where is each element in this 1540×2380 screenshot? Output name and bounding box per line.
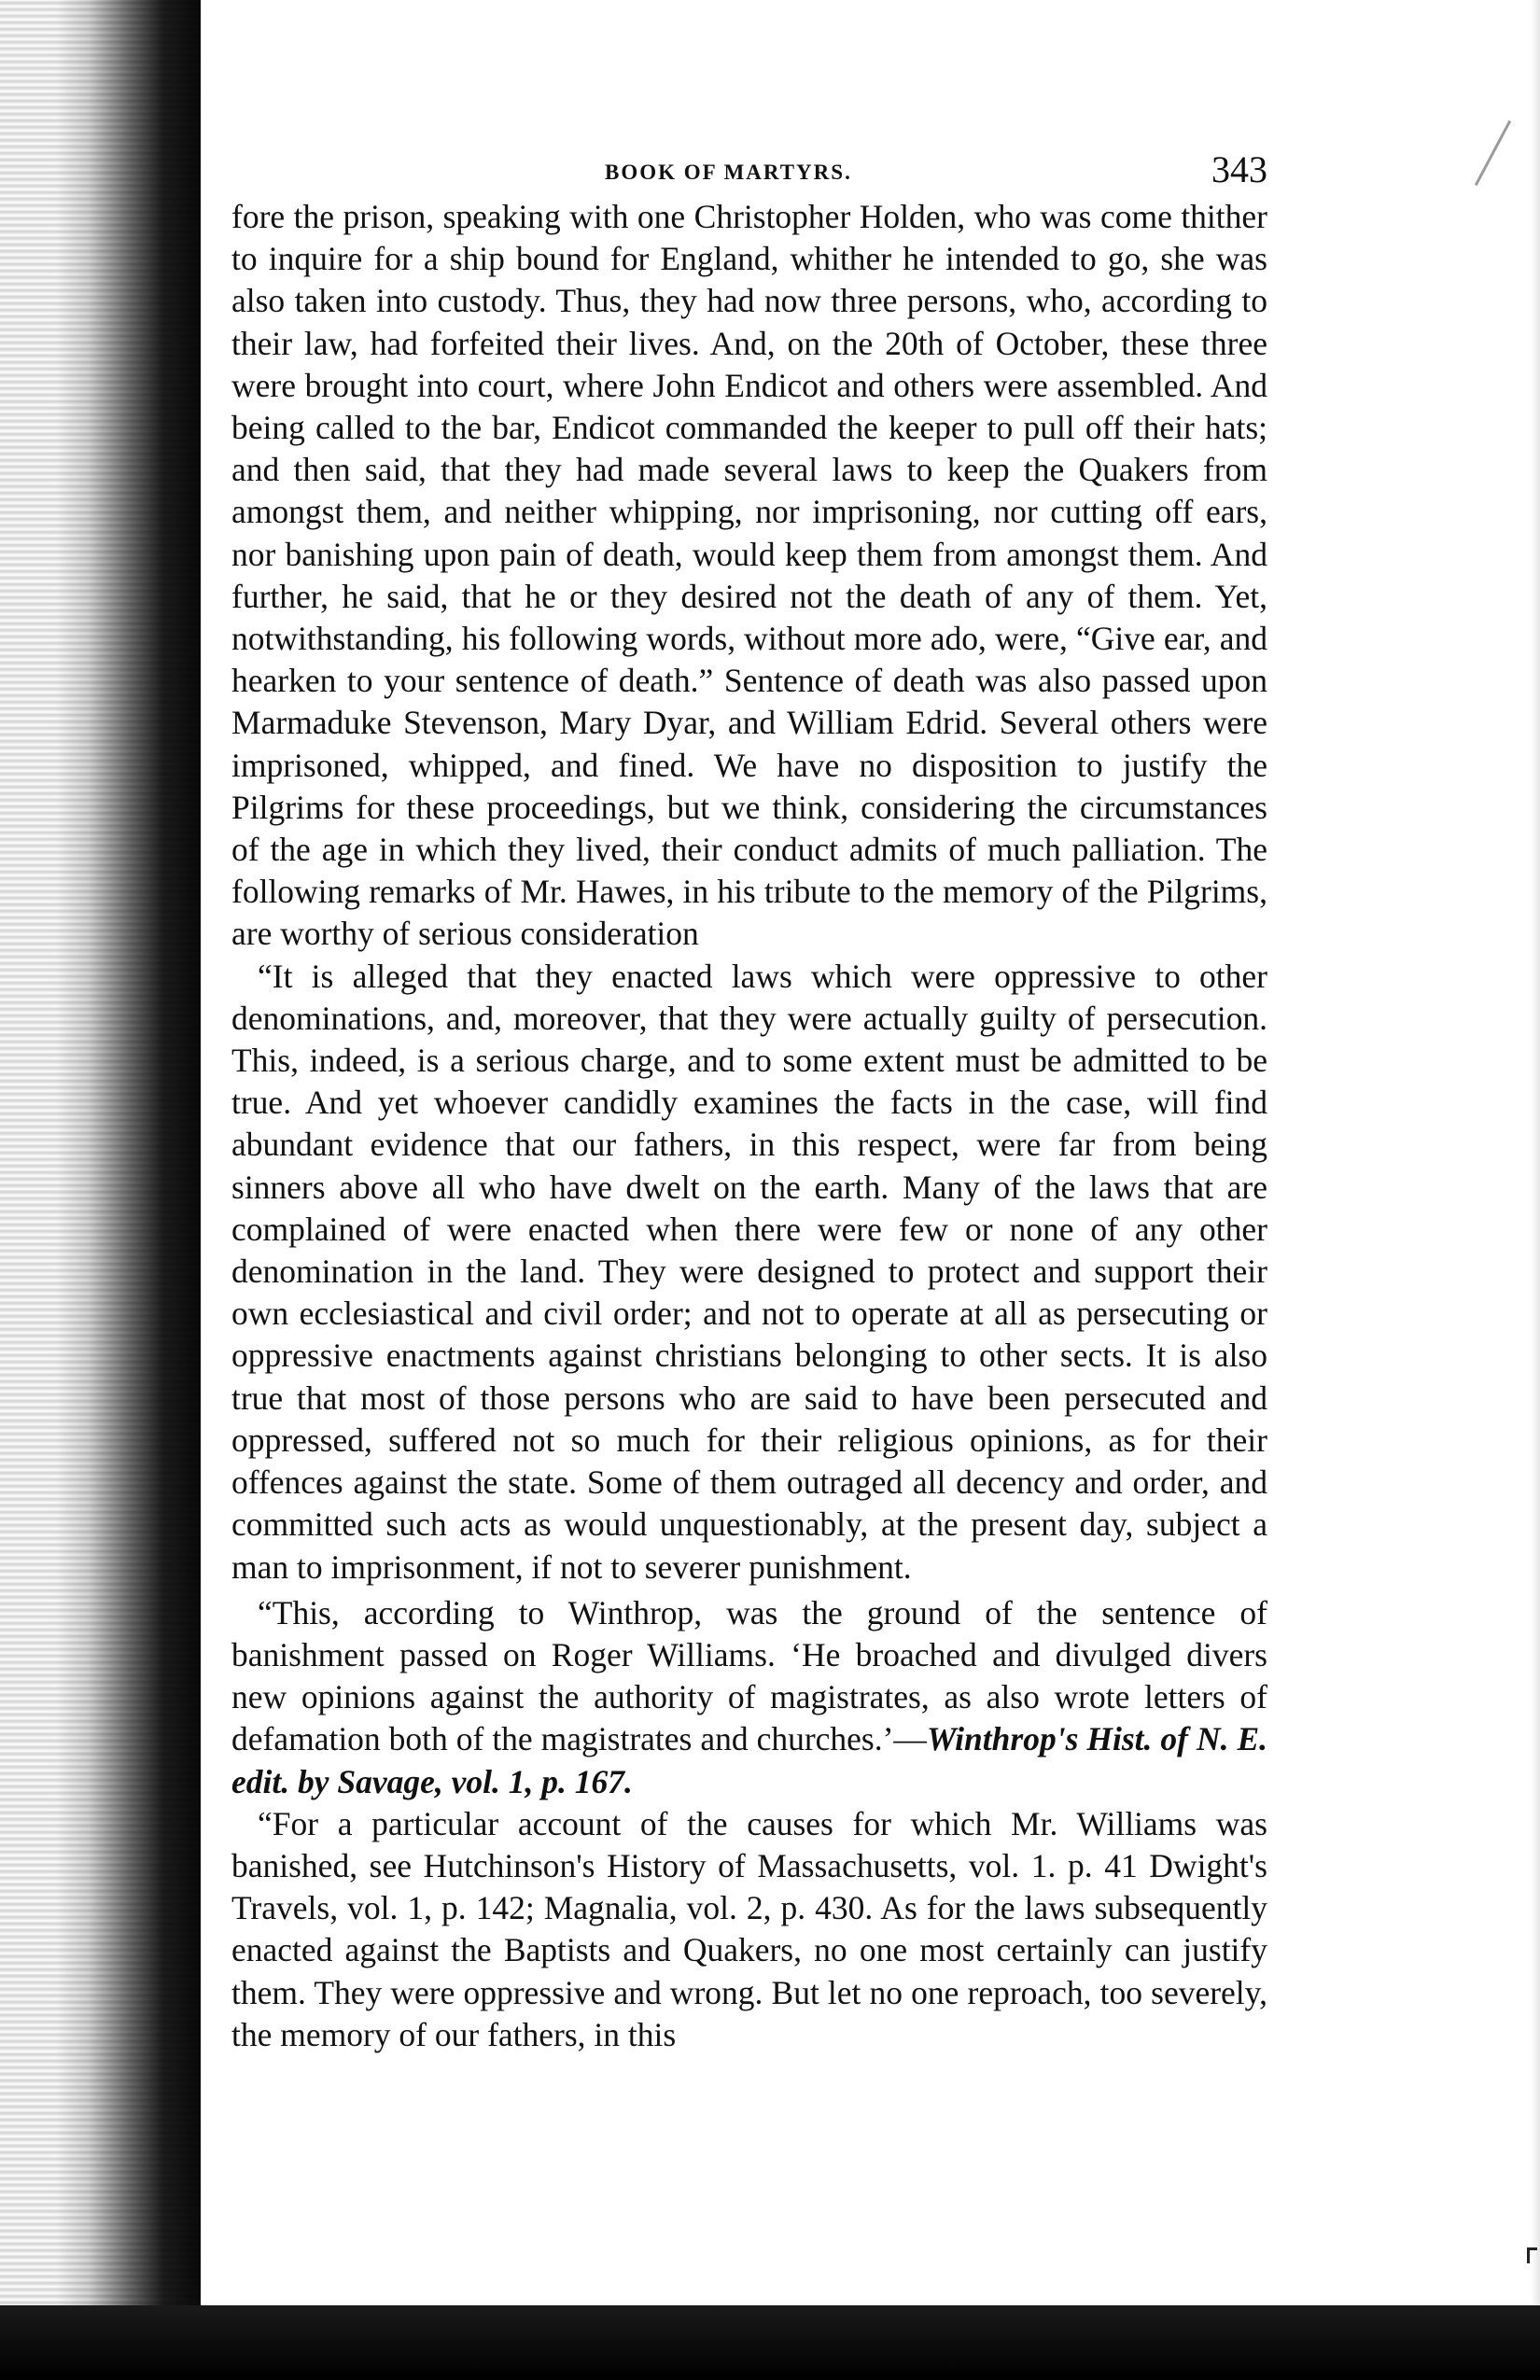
scan-right-edge — [1531, 0, 1540, 2305]
page-body — [231, 196, 1267, 2056]
running-header — [231, 140, 1267, 192]
margin-corner-mark — [1527, 2247, 1537, 2263]
scan-binding-shadow — [0, 0, 201, 2380]
running-title: BOOK OF MARTYRS. — [605, 161, 852, 184]
page-number: 343 — [1211, 148, 1267, 190]
paragraph-williams-account: “For a particular account of the causes for which Mr. Williams was banished, see Hutchinson's History of Massachusetts, vol. 1. p. 41 Dwight's Travels, vol. 1, p. 142; Magnalia, vol. 2, p. 430. As for the laws subsequently enacted against the Baptists and Quakers, no one most certainly can justify them. They were oppressive and wrong. But let no one reproach, too severely, the memory of our fathers, in this — [231, 1804, 1267, 2053]
paragraph-hawes-quote: “It is alleged that they enacted laws which were oppressive to other denominations, and, moreover, that they were actually guilty of persecution. This, indeed, is a serious charge, and to some extent must be admitted to be true. And yet whoever candidly examines the facts in the case, will find abundant evidence that our fathers, in this respect, were far from being sinners above all who have dwelt on the earth. Many of the laws that are complained of were enacted when there were few or none of any other denomination in the land. They were designed to protect and support their own ecclesiastical and civil order; and not to operate at all as persecuting or oppressive enactments against christians belonging to other sects. It is also true that most of those persons who are said to have been persecuted and oppressed, suffered not so much for their religious opinions, as for their offences against the state. Some of them outraged all decency and order, and committed such acts as would unquestionably, at the present day, subject a man to imprisonment, if not to severer punishment. — [231, 957, 1267, 1586]
winthrop-quote-text: “This, according to Winthrop, was the ground of the sentence of banishment passed on Roger Williams. ‘He broached and divulged divers new opinions against the authority of magistrates, as also wrote letters of defamation both of the magistrates and churches.’— — [231, 1593, 1267, 1758]
scan-bottom-shadow — [0, 2305, 1540, 2380]
book-page — [231, 140, 1267, 2287]
margin-pencil-mark — [1475, 120, 1511, 186]
paragraph-continuation: fore the prison, speaking with one Christopher Holden, who was come thither to inquire for a ship bound for England, whither he intended to go, she was also taken into custody. Thus, they had now three persons, who, according to their law, had forfeited their lives. And, on the 20th of October, these three were brought into court, where John Endicot and others were assembled. And being called to the bar, Endicot commanded the keeper to pull off their hats; and then said, that they had made several laws to keep the Quakers from amongst them, and neither whipping, nor imprisoning, nor cutting off ears, nor banishing upon pain of death, would keep them from amongst them. And further, he said, that he or they desired not the death of any of them. Yet, notwithstanding, his following words, without more ado, were, “Give ear, and hearken to your sentence of death.” Sentence of death was also passed upon Marmaduke Stevenson, Mary Dyar, and William Edrid. Several others were imprisoned, whipped, and fined. We have no disposition to justify the Pilgrims for these proceedings, but we think, considering the circumstances of the age in which they lived, their conduct admits of much palliation. The following remarks of Mr. Hawes, in his tribute to the memory of the Pilgrims, are worthy of serious consideration — [231, 198, 1267, 953]
paragraph-winthrop — [231, 1592, 1267, 1803]
winthrop-citation: Winthrop's Hist. of N. E. edit. by Savage, vol. 1, p. 167. — [231, 1720, 1267, 1800]
